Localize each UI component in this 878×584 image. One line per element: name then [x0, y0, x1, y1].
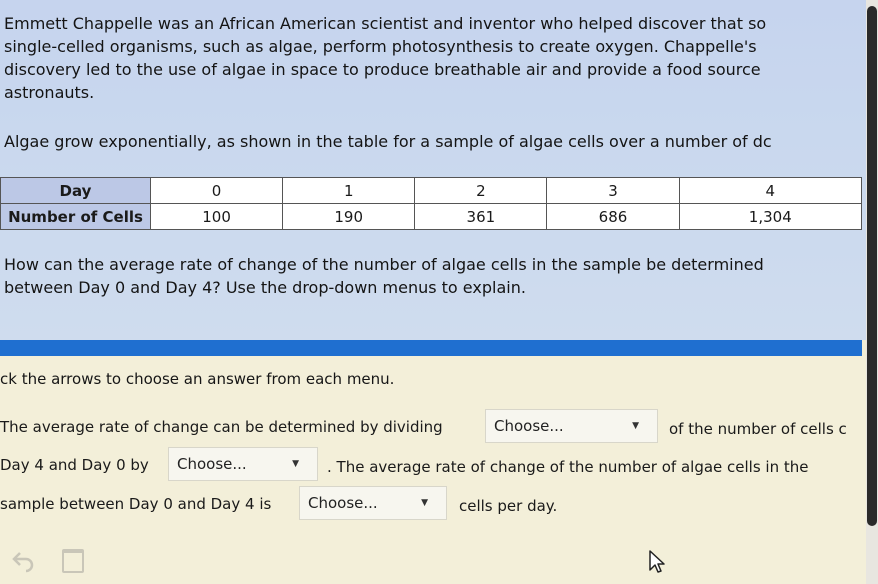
dropdown-value: Choose...: [308, 494, 378, 512]
sentence-part-1b: of the number of cells c: [669, 420, 847, 438]
sentence-part-2b: . The average rate of change of the number of algae cells in the: [327, 458, 809, 476]
table-cell: 3: [547, 178, 679, 204]
divisor-dropdown[interactable]: [168, 447, 318, 481]
passage-paragraph-2: Algae grow exponentially, as shown in the table for a sample of algae cells over a number of dc: [4, 132, 772, 151]
question-prompt: [4, 253, 764, 299]
trash-icon[interactable]: [62, 549, 84, 573]
table-row-cells: [1, 204, 862, 230]
dropdown-value: Choose...: [177, 455, 247, 473]
sentence-part-2a: Day 4 and Day 0 by: [0, 456, 149, 474]
table-cell: 1: [283, 178, 415, 204]
chevron-down-icon: ▼: [632, 421, 639, 431]
rate-method-dropdown[interactable]: [485, 409, 658, 443]
passage-line: single-celled organisms, such as algae, perform photosynthesis to create oxygen. Chappelle's: [4, 37, 757, 56]
question-line: between Day 0 and Day 4? Use the drop-down menus to explain.: [4, 278, 526, 297]
sentence-part-3a: sample between Day 0 and Day 4 is: [0, 495, 272, 513]
table-row-header: Day: [1, 178, 151, 204]
dropdown-value: Choose...: [494, 417, 564, 435]
table-row-header: Number of Cells: [1, 204, 151, 230]
chevron-down-icon: ▼: [292, 459, 299, 469]
passage-line: discovery led to the use of algae in space to produce breathable air and provide a food source: [4, 60, 761, 79]
question-line: How can the average rate of change of the number of algae cells in the sample be determined: [4, 255, 764, 274]
table-cell: 2: [415, 178, 547, 204]
table-cell: 1,304: [679, 204, 861, 230]
passage-line: astronauts.: [4, 83, 95, 102]
sentence-part-1a: The average rate of change can be determined by dividing: [0, 418, 443, 436]
rate-value-dropdown[interactable]: [299, 486, 447, 520]
table-cell: 100: [151, 204, 283, 230]
scrollbar-track[interactable]: [866, 0, 878, 584]
scrollbar-thumb[interactable]: [867, 6, 877, 526]
chevron-down-icon: ▼: [421, 498, 428, 508]
passage-paragraph-1: [4, 12, 766, 104]
instructions-text: ck the arrows to choose an answer from each menu.: [0, 370, 395, 388]
algae-data-table: [0, 177, 862, 230]
table-row-day: [1, 178, 862, 204]
table-cell: 361: [415, 204, 547, 230]
section-divider-bar: [0, 340, 862, 356]
undo-icon[interactable]: [10, 547, 36, 573]
passage-line: Emmett Chappelle was an African American scientist and inventor who helped discover that so: [4, 14, 767, 33]
table-cell: 4: [679, 178, 861, 204]
mouse-cursor-icon: [648, 550, 666, 574]
table-cell: 0: [151, 178, 283, 204]
table-cell: 190: [283, 204, 415, 230]
sentence-part-3b: cells per day.: [459, 497, 558, 515]
table-cell: 686: [547, 204, 679, 230]
